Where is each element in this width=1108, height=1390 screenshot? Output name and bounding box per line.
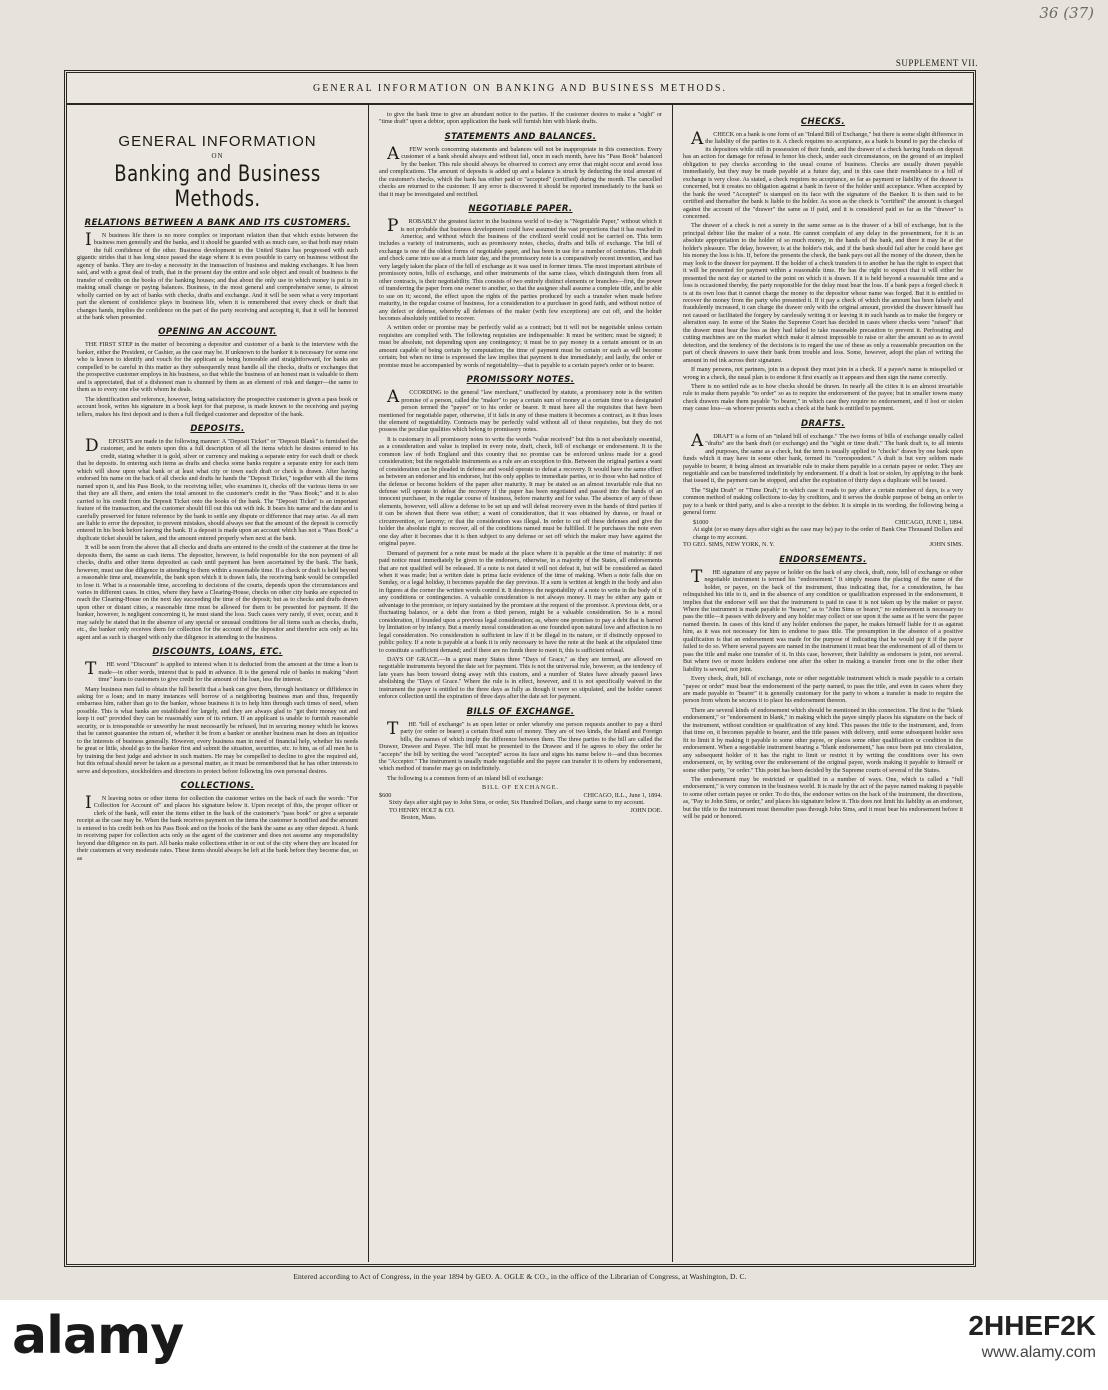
masthead-line2: Banking and Business Methods. — [114, 162, 321, 212]
section-title-statements: STATEMENTS AND BALANCES. — [444, 131, 597, 142]
section-title-drafts: DRAFTS. — [801, 418, 845, 429]
column-right — [673, 105, 973, 1262]
section-title-bills: BILLS OF EXCHANGE. — [466, 706, 575, 717]
supplement-label: SUPPLEMENT VII. — [895, 58, 978, 68]
example-signer: JOHN SIMS. — [929, 541, 963, 549]
paragraph: It will be seen from the above that all checks and drafts are entered to the credit of the customer at the time he deposits them, the same as cash items. The depositor, however, is held responsible for the non payment of all checks, drafts and other items deposited as cash until payment has been ascertained by the bank. The bank, however, must use due diligence in attending to them within a reasonable time. If a check or draft is held beyond a reasonable time and, meanwhile, the bank upon which it is drawn fails, the receiving bank would be compelled to lose it. What is a reasonable time, according to decisions of the courts, depends upon the circumstances and varies in different cases. In cities, where they have a Clearing-House, checks on other city banks are expected to reach the Clearing-House on the next day succeeding the time of the deposit; but as to checks and drafts drawn upon other or distant cities, a reasonable time must be allowed for them to be presented for payment. If the banker, however, is negligent concerning it, he must stand the loss. Such cases very rarely, if ever, occur, and it may safely be stated that in the absence of any special or unusual conditions for all items such as checks, drafts, etc., the banker only receives them for collection for the account of the depositor and therefor acts only as his agent and as such is charged with only due diligence in attending to the business. — [77, 544, 358, 641]
masthead — [77, 133, 358, 212]
paragraph: The identification and reference, however, being satisfactory the prospective customer is given a pass book or account book, writes his signature in a book kept for that purpose, is made known to the receiving and paying tellers, makes his first deposit and is then a full fledged customer and depositor of the bank. — [77, 395, 358, 418]
column-middle — [369, 105, 673, 1262]
stock-id-block — [968, 1310, 1096, 1362]
section-title-collections: COLLECTIONS. — [180, 781, 255, 791]
section-title-endorsements: ENDORSEMENTS. — [779, 554, 867, 565]
paragraph: to give the bank time to give an abundant notice to the parties. If the customer desires to make a "sight" or "time draft" upon a debtor, upon application the bank will furnish him with blank drafts. — [379, 111, 662, 126]
example-body: Sixty days after sight pay to John Sims, or order, Six Hundred Dollars, and charge same to my account. — [389, 799, 645, 807]
stock-logo: alamy — [12, 1306, 184, 1366]
pencil-page-number: 36 (37) — [1039, 4, 1094, 22]
paragraph: It is customary in all promissory notes to write the words "value received" but this is not absolutely essential, as a consideration and value is implied in every note, draft, check, bill of exchange or endorsement. It is the common law of both England and this country that no promise can be enforced unless made for a good consideration; but the negotiable instruments as a rule are an exception to this. Between the original parties a want of consideration can be pleaded in defense and would operate to defeat a recovery. It would have the same effect as between an endorser and his endorsee, but this only applies to immediate parties, or to those who had notice of the defense or become holders of the paper after maturity. It may be stated as an almost invariable rule that no defense will operate to defeat the recovery if the paper has been negotiated and passed into the hands of an innocent purchaser, in the regular course of business, before maturity and for value. The absence of any of these elements, however, will allow a defense to be set up and will defeat recovery even in the hands of third parties if it can be shown that there was either; a want of consideration, that it was obtained by duress, or fraud or circumvention, or larceny; or that the consideration was illegal. In order to cut off these defenses and give the holder the absolute right to recover, all of the conditions named must be fulfilled. If he purchases the note even one day after it becomes due it is then subject to any defense or set off which the maker may have against the original payee. — [379, 435, 662, 548]
example-place-date: CHICAGO, JUNE 1, 1894. — [894, 518, 963, 526]
paragraph: The endorsement may be restricted or qualified in a number of ways. One, which is called a "full endorsement," is very common in the business world. It is made by the act of the payee named making it payable to some other certain payee or order. To do this, the endorser writes on the back of the instrument, the directions, as, "Pay to John Sims, or order," and places his signature below it. This does not limit his liability as an endorser, but the title to the instrument must thereafter pass through John Sims, and it must bear his endorsement before it will be paid or honored. — [683, 775, 963, 821]
masthead-line1: GENERAL INFORMATION — [118, 133, 317, 150]
example-heading: BILL OF EXCHANGE. — [481, 784, 560, 792]
paragraph: THE "bill of exchange" is an open letter or order whereby one person requests another to pay a third party (or order or bearer) a certain fixed sum of money. They are of two kinds, the Inland and Foreign bills, the names of which imply the difference between them. The three parties to the bill are called the Drawer, Drawee and Payee. The bill must be presented to the Drawee and if he agrees to obey the order he "accepts" the bill by writing the word "accepted" across its face and signs his name below it—and thus becomes the "Acceptor." The instrument is usually made negotiable and the payee can transfer it to others by endorsement, which method of transfer may go on indefinitely. — [379, 718, 662, 773]
paragraph: There are several kinds of endorsement which should be mentioned in this connection. The first is the "blank endorsement," or "endorsement in blank," in making which the payee simply places his signature on the back of the instrument, without condition or qualification of any kind. This passes the title to the instrument, and, from that time on, it becomes payable to bearer, and the title passes with delivery, until some subsequent holder sees fit to limit it by making it payable to some other payee, or places some other qualification or condition in the endorsement. When a negotiable instrument bearing a "blank endorsement," has once been put into circulation, any subsequent holder of it has the right to limit or restrict it by writing the conditions over his own endorsement, or, by writing over the endorsement of the original payee, words making it payable to himself or some other party, "or order." This point has been decided by the Supreme courts of several of the States. — [683, 706, 963, 774]
section-title-deposits: DEPOSITS. — [190, 423, 245, 434]
paragraph: The "Sight Draft" or "Time Draft," in which case it reads to pay after a certain number of days, is a very common method of making collections to-day by creditors, and it serves the double purpose of being an order to pay to a bank or third party, and is also a receipt to the debtor. It is simple in its wording, the following being a general form: — [683, 486, 963, 517]
example-amount: $1000 — [693, 518, 709, 526]
stock-site-url: www.alamy.com — [981, 1344, 1096, 1361]
section-title-discounts: DISCOUNTS, LOANS, ETC. — [152, 647, 283, 658]
example-signer: JOHN DOE. — [630, 806, 662, 814]
paragraph: DEPOSITS are made in the following manner: A "Deposit Ticket" or "Deposit Blank" is furnished the customer, and he enters upon this a full description of all the items which he desires entered to his credit, stating whether it is gold, silver or currency and making a separate entry for each draft or check that he deposits. In entering such items as drafts and checks some banks require a separate entry for each item which will show upon what bank or at least what city or town each draft or check is drawn. After having endorsed his name on the back of all checks and drafts he hands the "Deposit Ticket," together with all the items named upon it, and his Pass Book, to the receiving teller, who examines it, checks off the various items to see that they are all there, and enters the total amount to the customer's credit in the "Pass Book;" and it is also carried to his credit from the Deposit Ticket onto the books of the bank. The "Deposit Ticket" is an important feature of the transaction, and the customer should fill out this out with ink. It bears his name and the date and is carefully preserved for future reference by the bank to settle any dispute or difference that may arise. As all men are liable to error the depositor, to prevent mistakes, should always see that the amount of the deposit is correctly entered in his book before leaving the bank. If a deposit is made upon an account which has not a "Pass Book" a duplicate ticket should be taken, and the amount entered properly when next at the bank. — [77, 435, 358, 542]
stock-banner — [0, 1300, 1108, 1390]
example-city: Boston, Mass. — [401, 814, 437, 822]
paragraph: THE signature of any payee or holder on the back of any check, draft, note, bill of exchange or other negotiable instrument is termed his "endorsement." It simply means the placing of the name of the holder, or payee, on the back of the instrument, thus indicating that, for a consideration, he has relinquished his title to it, and in the absence of any condition or qualification expressed in the endorsement, it implies that the endorser will see that the instrument is paid in case it is not taken up by the maker or payor. Where the instrument is made payable to "bearer," as to "John Sims or bearer," no endorsement is necessary to pass the title—it passes with delivery and any holder may collect or sue upon it the same as if he were the payee named therein. In cases of this kind if any holder endorses the paper, he makes himself liable for it as against him, as it was not necessary for him to endorse to pass title. The presumption in the absence of a positive qualification is that an endorsement was made for the purpose of indicating that he would pay it if the payor failed to do so. Where several payees are named in the instrument it must bear the endorsement of all of them to pass the title and make one transfer of it. In this case, however, their liability as endorsers is joint, not several. But where two or more holders endorse one after the other in making a transfer from one to the other their liability is several, not joint. — [683, 566, 963, 673]
example-to: TO HENRY HOLT & CO. — [389, 806, 455, 814]
text-columns — [67, 105, 973, 1262]
paragraph: DAYS OF GRACE.—In a great many States three "Days of Grace," as they are termed, are allowed on negotiable instruments beyond the date set for payment. This is not the universal rule, however, as the tendency of late years has been toward doing away with this custom, and a number of States have already passed laws abolishing the "Days of Grace." Where the rule is in effect, however, and it is not specifically waived in the instrument the payer is entitled to the three days as fully as though it were so stipulated, and the holder cannot enforce collection until the expiration of three days after the date set for payment. — [379, 656, 662, 701]
paragraph: The following is a common form of an inland bill of exchange: — [387, 774, 544, 782]
paragraph: If many persons, not partners, join in a deposit they must join in a check. If a payee's name is misspelled or wrong in a check, the usual plan is to endorse it first exactly as it appears and then sign the name correctly. — [683, 366, 963, 381]
paragraph: Many business men fail to obtain the full benefit that a bank can give them, through hesitancy or diffidence in asking for a loan; and in many instances will borrow of a neighboring business man and thus, frequently embarrass him, rather than go to the banker, whose business it is to help him through such times of need, when possible. This is what banks are established for largely, and they are always glad to "get their money out and keep it out" provided they can be reasonably sure of its return. If an applicant is unable to furnish reasonable security, or is irresponsible or unworthy he must necessarily be refused, but in securing money which he knows that he cannot guarantee the return of, whether it be from a banker or another business man he does an injustice to the interests of business generally. However, every business man in need of financial help, whether his needs be great or little, should go to the banker first and submit the situation, securities, etc. to him, as of all men he is by training the best judge and advisor in such matters. He may be compelled to decline to give the required aid, but this refusal should never be taken as a personal matter, as it must be remembered that he has other interests to serve and depositors, stockholders and directors to protect before following his own personal desires. — [77, 685, 358, 775]
paragraph: There is no settled rule as to how checks should be drawn. In nearly all the cities it is an almost invariable rule to make them payable "to order" so as to require the endorsement of the payee; but in smaller towns many check drawers make them payable "to bearer," in which case they require no endorsement, and if lost or stolen may cause loss—as whoever presents such a check at the bank is entitled to payment. — [683, 382, 963, 413]
paragraph: ACHECK on a bank is one form of an "Inland Bill of Exchange," but there is some slight difference in the liability of the parties to it. A check requires no acceptance, as a bank is bound to pay the checks of its depositors while still in possession of their funds, and the drawer of a check having funds on deposit has an action for damage for refusal to honor his check, under such circumstances, on the ground of an implied obligation to pay checks according to the usual course of business. Checks are usually drawn payable immediately, but they may be made payable at a future day, and in this case their resemblance to a bill of exchange is very close. As stated, a check requires no acceptance, so far as payment or liability of the drawer is concerned, but it creates no obligation against a bank in favor of the holder until acceptance. When accepted by the bank the word "Accepted" is stamped on its face with the signature of the Banker. It is then said to be certified and thereafter the bank is liable to the holder. As soon as the check is "certified" the amount is charged against the account of the "drawer" the same as if paid, and it is considered paid so far as the "drawer" is concerned. — [683, 129, 963, 220]
stock-image-code: 2HHEF2K — [968, 1310, 1096, 1341]
paragraph: The drawer of a check is not a surety in the same sense as is the drawer of a bill of exchange, but is the principal debtor like the maker of a note. He cannot complain of any delay in the presentment, for it is an absolute appropriation to the holder of so much money, in the hands of the bank, and there it may lie at the holder's pleasure. The delay, however, is at the holder's risk, and if the bank should fail after he could have got his money the loss is his. If, before the presents the check, the bank pays out all the money of the drawer, then he may look to the drawer for payment. If the holder of a check transfers it to another he has the right to expect that it will be presented for payment within a reasonable time. He has the right to expect that it will either be presented the next day or started to the point on which it is drawn. If it is held beyond a reasonable time and a loss is occasioned thereby, the party responsible for the delay must bear the loss. If a bank pays a forged check it is at its own loss that it cannot charge the money to the depositor whose name was forged. But it is entitled to recover the money from the party who presented it. If it pay a check of which the amount has been falsely and fraudulently increased, it can charge the drawer only with the original amount, provided the drawer himself has not caused or facilitated the forgery by carelessly writing it or leaving it in such hands as to make the forgery or alteration easy. In some of the States the Supreme Court has decided in cases where checks were "raised" that the drawer must bear the loss as they had failed to take reasonable precaution to prevent it. Perforating and cutting machines are on the market which make it almost impossible to raise or alter the amount so as to avoid detection, and the tendency of the decisions is to regard the use of these as only a reasonable precaution on the part of check drawers to save their bank from trouble and loss. Some, however, adopt the plan of writing the amount in red ink across their signature. — [683, 222, 963, 364]
example-body: At sight (or so many days after sight as the case may be) pay to the order of Bank One Thousand Dollars and charge to my account. — [693, 526, 963, 541]
copyright-footer: Entered according to Act of Congress, in the year 1894 by GEO. A. OGLE & CO., in the office of the Librarian of Congress, at Washington, D. C. — [293, 1272, 747, 1281]
section-title-checks: CHECKS. — [800, 117, 846, 127]
paragraph: ACCORDING to the general "law merchant," unaffected by statute, a promissory note is the written promise of a person, called the "maker" to pay a certain sum of money at a certain time to a designated person termed the "payee" or to his order or bearer. It must have all the requisites that have been mentioned for negotiable paper, otherwise, if it fails in any of these matters it becomes a contract, as it thus loses the element of negotiability. Contracts may be perfectly valid without all of these requisites, but they do not possess the peculiar qualities which belong to promissory notes. — [379, 387, 662, 434]
masthead-on: ON — [211, 152, 224, 160]
paragraph: IN business life there is no more complex or important relation than that which exists between the business men generally and the banks, and it should be guarded with as much care, so that both may retain the full confidence of the other. Business development in the United States has progressed with such gigantic strides that it has long since passed the stage where it is even possible to carry on business without the agency of banks. They are to-day a necessity in the transaction of business and making exchanges. It has been said, and with a great deal of truth, that in the present day the entire and sole object and result of business is the transfer of credits on the books of the banking houses; and that about the only use to which money is put is in making small change or paying balances. Business, in the most general and comprehensive sense, is almost wholly carried on by act of banks with checks, drafts and exchange. And it will be seen what a very important part the element of confidence plays in business life, when it is remembered that every check or draft that changes hands, implies the confidence on the part of the party receiving and accepting it, that it will be honored at the bank when presented. — [77, 230, 358, 321]
paragraph: IN leaving notes or other items for collection the customer writes on the back of each the words: "For Collection for Account of" and places his signature below it. Upon receipt of this, the proper officer or clerk of the bank, will enter the items either in the back of the customer's "pass book" or give a separate receipt as the case may be. When the bank receives payment on the items the customer is notified and the amount is entered to his credit both on his Pass Book and on the books of the bank the same as any other deposit. A bank in receiving paper for collection acts only as the agent of the customer and does not assume any responsibility beyond due diligence on its part. All banks make collections either in or out of the city where they are located for their customers at very moderate rates. These items should always be left at the bank before they become due, so as — [77, 793, 358, 862]
paragraph: PROBABLY the greatest factor in the business world of to-day is "Negotiable Paper," without which it is not probable that business development could have assumed the vast proportions that it has reached in America; and without which the business of the civilized world could not be carried on. This term includes a variety of instruments, such as promissory notes, checks, drafts and bills of exchange. The bill of exchange is one of the oldest forms of negotiable paper, and has been in use for a number of centuries. The draft and check came into use at a much later day, and the promissory note is a comparatively recent invention, and has very largely taken the place of the bill of exchange as it was used in former times. The most important attribute of promissory notes, bills of exchange, and other instruments of the same class, which distinguish them from all other contracts, is their negotiability. This consists of two entirely distinct elements or branches—first, the power of transferring the paper from one owner to another, so that the assignee shall assume a complete title, and be able to sue on it; second, the effect upon the rights of the parties produced by such a transfer when made before maturity, in the regular course of business, for a consideration to a purchaser in good faith, and without notice of any defect or defense, whereby all defenses of the maker (with few exceptions) are cut off, and the holder becomes absolutely entitled to recover. — [379, 216, 662, 322]
example-row — [683, 519, 963, 527]
paragraph: Every check, draft, bill of exchange, note or other negotiable instrument which is made payable to a certain "payee or order" must bear the endorsement of the party named, to pass the title, and even in cases where they are made payable to "bearer" it is generally customary for the party to whom a transfer is made to require the person from whom he secures it to place his endorsement thereon. — [683, 675, 963, 705]
example-row — [683, 541, 963, 549]
paragraph: THE FIRST STEP in the matter of becoming a depositor and customer of a bank is the interview with the banker, either the President, or Cashier, as the case may be. If unknown to the banker it is necessary for some one who is known to identify and vouch for the applicant as being honorable and straightforward, for banks are compelled to be careful in this matter as they subsequently must handle all the checks, drafts or exchanges that the prospective customer employs in his business, so that while the business of an honest man is valuable to them and is appreciated, that of a dishonest man is shunned by them as an element of risk and danger—the same to them as to every one else with whom he deals. — [77, 341, 358, 394]
paragraph: A written order or promise may be perfectly valid as a contract; but it will not be negotiable unless certain requisites are complied with. The following requisites are indispensable: It must be written; must be signed; it must be absolute, not depending upon any contingency; it must be to pay money in a certain amount or in an amount capable of being certain by computation; the time of payment must be certain or such as will become certain; but when no time is expressed the law implies that payment is due immediately; and lastly, the order or promise must be accompanied by words of negotiability—that is payable to a certain payee's order or to bearer. — [379, 324, 662, 369]
example-to: TO GEO. SIMS, NEW YORK, N. Y. — [683, 541, 775, 549]
paragraph: AFEW words concerning statements and balances will not be inappropriate in this connection. Every customer of a bank should always and without fail, once in each month, have his "Pass Book" balanced by the banker. This rule should always be observed to correct any error that might occur and avoid loss and complications. The amount of deposits is added up and a balance is struck by deducting the total amount of the customer's checks, which the bank has either paid or "accepted" (certified) during the month. The cancelled checks are returned to the customer. If any error is discovered it should be reported immediately to the bank so that it may be investigated and rectified. — [379, 143, 662, 198]
section-title-opening: OPENING AN ACCOUNT. — [158, 327, 277, 338]
example-row — [379, 807, 662, 815]
example-amount: $600 — [379, 791, 392, 799]
draft-example — [683, 519, 963, 549]
bill-of-exchange-example — [379, 784, 662, 822]
section-title-promissory: PROMISSORY NOTES. — [466, 375, 575, 386]
paragraph: ADRAFT is a form of an "inland bill of exchange." The two forms of bills of exchange usually called "drafts" are the bank draft (or exchange) and the "sight or time draft." The bank draft is, to all intents and purposes, the same as a check, but the term is usually applied to "checks" drawn by one bank upon funds which it may have in some other bank, termed its "correspondent." A draft is but very seldom made payable to bearer, it being almost an invariable rule to make them payable to a certain payee or order. They are negotiable and can be transferred indefinitely by endorsement. If a draft is lost or stolen, by applying to the bank that issued it, the payment can be stopped, and after the expiration of thirty days a duplicate will be issued. — [683, 430, 963, 485]
paragraph: THE word "Discount" is applied to interest when it is deducted from the amount at the time a loan is made—in other words, interest that is paid in advance. It is the general rule of banks in making "short time" loans to customers to give credit for the amount of the loan, less the interest. — [85, 659, 358, 684]
document-sheet — [64, 70, 976, 1267]
column-left — [67, 105, 369, 1262]
example-row — [379, 792, 662, 800]
paragraph: Demand of payment for a note must be made at the place where it is payable at the time of maturity: if not paid notice must immediately be given to the endorsers, otherwise, in a majority of the States, all endorsements that are not qualified will be released. If a note is not dated it will not defeat it, but will be considered as dated when it was made; but a written date is prima facie evidence of the time of making. When a note falls due on Sunday, or a legal holiday, it becomes payable the day previous. If a sum is written at length in the body and also in figures at the corner the written words control it. It destroys the negotiability of a note to write in the body of it any conditions or contingencies. A valuable consideration is not always money. It may be either any gain or advantage to the promisor, or injury sustained by the promisee at the request of the promisor. A previous debt, or a fluctuating balance, or a debt due from a third person, might be a valuable consideration. So is a moral consideration, if founded upon a previous legal consideration; as, where one promises to pay a debt that is barred by limitation or by infancy. But a merely moral consideration as one founded upon natural love and affection is no legal consideration. No consideration is sufficient in law if it be illegal in its nature, or if distinctly opposed to public policy. If a note is payable at a bank it is only necessary to have the note at the bank at the stipulated time to constitute a sufficient demand; and if there are no funds there to meet it, this is sufficient refusal. — [379, 549, 663, 654]
section-title-negotiable: NEGOTIABLE PAPER. — [468, 204, 573, 215]
section-title-relations: RELATIONS BETWEEN A BANK AND ITS CUSTOMERS. — [84, 218, 351, 228]
example-place-date: CHICAGO, ILL., June 1, 1894. — [583, 791, 662, 799]
document-header: GENERAL INFORMATION ON BANKING AND BUSINESS METHODS. — [67, 73, 973, 105]
